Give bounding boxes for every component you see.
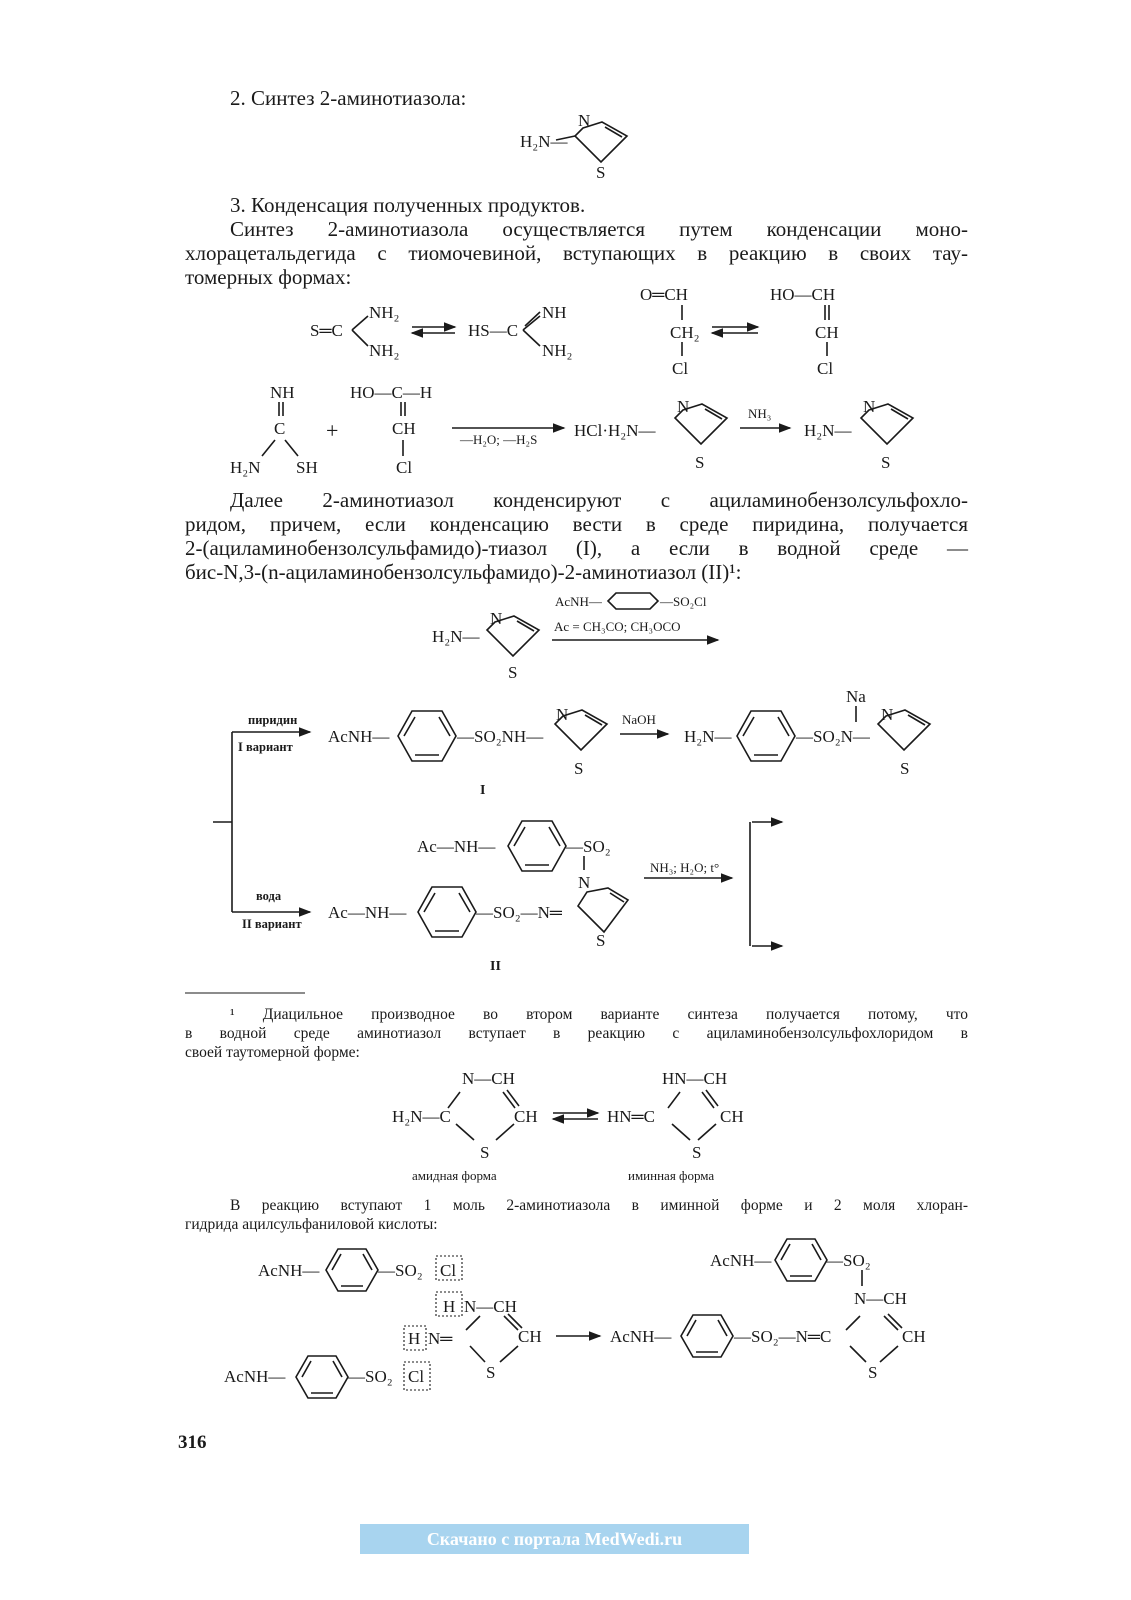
chem-label: C xyxy=(274,419,286,438)
chem-label: O═CH xyxy=(640,285,688,304)
benzene-ring-5 xyxy=(326,1249,378,1291)
chem-label: NH₂ xyxy=(542,341,573,360)
chem-label: S xyxy=(480,1143,490,1162)
chem-label: S═C xyxy=(310,321,343,340)
benzene-ring-8 xyxy=(775,1239,827,1281)
chem-label: Ac—NH— xyxy=(417,837,496,856)
chem-label: Cl xyxy=(408,1367,425,1386)
benzene-ring-6 xyxy=(296,1356,348,1398)
chem-label: HS—C xyxy=(468,321,519,340)
chem-label: AcNH— xyxy=(555,594,602,609)
chem-label: N—CH xyxy=(464,1297,517,1316)
footnote-line-3: своей таутомерной форме: xyxy=(185,1044,360,1061)
chem-label: H₂N— xyxy=(432,627,480,646)
download-banner[interactable]: Скачано с портала MedWedi.ru xyxy=(360,1524,749,1554)
label: H₂N— xyxy=(520,132,568,151)
chem-label: HO—CH xyxy=(770,285,836,304)
benzene-ring-3 xyxy=(508,821,566,871)
chem-label: амидная форма xyxy=(412,1168,497,1183)
chem-label: AcNH— xyxy=(258,1261,320,1280)
paragraph-1-line-2: хлорацетальдегида с тиомочевиной, вступающих в реакцию в своих тау- xyxy=(185,241,968,265)
chem-label: NH₃; H₂O; t° xyxy=(650,860,720,875)
chem-label: иминная форма xyxy=(628,1168,715,1183)
chem-label: —H₂O; —H₂S xyxy=(460,432,538,447)
chem-label: H xyxy=(408,1329,421,1348)
chem-label: NaOH xyxy=(622,712,656,727)
chem-label: Ac—NH— xyxy=(328,903,407,922)
chem-label: —SO₂—N═C xyxy=(734,1327,832,1346)
chem-label: SH xyxy=(296,458,318,477)
chem-label: CH xyxy=(720,1107,744,1126)
chem-label: CH xyxy=(815,323,839,342)
benzene-ring-reagent xyxy=(608,593,658,609)
chem-label: AcNH— xyxy=(224,1367,286,1386)
chem-label: H₂N— xyxy=(804,421,852,440)
chem-label: + xyxy=(326,418,339,443)
chem-label: HN—CH xyxy=(662,1069,728,1088)
chem-label: CH₂ xyxy=(670,323,700,342)
chem-label: N—CH xyxy=(462,1069,515,1088)
chem-label: CH xyxy=(518,1327,542,1346)
thiazoline-ring-product-2 xyxy=(578,888,628,932)
chem-label: II xyxy=(490,959,501,974)
chem-label: —SO₂—N═ xyxy=(476,903,562,922)
chem-label: S xyxy=(596,163,606,182)
bond xyxy=(352,316,368,330)
chem-label: NH xyxy=(542,303,567,322)
chem-label: H₂N xyxy=(230,458,261,477)
chem-label: вода xyxy=(256,889,282,903)
chem-label: пиридин xyxy=(248,713,298,727)
chem-label: I xyxy=(480,783,486,798)
paragraph-3-line-2: гидрида ацилсульфаниловой кислоты: xyxy=(185,1216,438,1233)
chem-label: CH xyxy=(902,1327,926,1346)
chem-label: II вариант xyxy=(242,917,302,931)
chem-label: HO—C—H xyxy=(350,383,433,402)
chem-label: N═ xyxy=(428,1329,453,1348)
chem-label: NH₂ xyxy=(369,303,400,322)
chem-label: N xyxy=(490,609,503,628)
chem-label: N xyxy=(677,397,690,416)
chem-label: AcNH— xyxy=(328,727,390,746)
section-heading-2: 2. Синтез 2-аминотиазола: xyxy=(230,86,467,110)
chem-label: N xyxy=(578,111,591,130)
paragraph-3-line-1: В реакцию вступают 1 моль 2-аминотиазола в иминной форме и 2 моля хлоран- xyxy=(230,1197,968,1214)
chem-label: AcNH— xyxy=(610,1327,672,1346)
chem-label: N xyxy=(556,705,569,724)
chem-label: NH xyxy=(270,383,295,402)
chem-label: S xyxy=(881,453,891,472)
chem-label: CH xyxy=(392,419,416,438)
chem-label: CH xyxy=(514,1107,538,1126)
chem-label: H xyxy=(443,1297,456,1316)
chem-label: N—CH xyxy=(854,1289,907,1308)
chem-label: S xyxy=(692,1143,702,1162)
chem-label: —SO₂ xyxy=(566,837,611,856)
chem-label: S xyxy=(486,1363,496,1382)
chem-label: —SO₂NH— xyxy=(457,727,544,746)
chem-label: S xyxy=(574,759,584,778)
chem-label: HCl·H₂N— xyxy=(574,421,656,440)
chem-label: AcNH— xyxy=(710,1251,772,1270)
chem-label: NH₃ xyxy=(748,406,772,421)
paragraph-1-line-3: томерных формах: xyxy=(185,265,352,289)
paragraph-1-line-1: Синтез 2-аминотиазола осуществляется путем конденсации моно- xyxy=(230,217,968,241)
paragraph-2-line-2: ридом, причем, если конденсацию вести в среде пиридина, получается xyxy=(185,512,968,536)
footnote-line-2: в водной среде аминотиазол вступает в реакцию с ациламинобензолсульфохлоридом в xyxy=(185,1025,968,1042)
chem-label: HN═C xyxy=(607,1107,655,1126)
paragraph-2-line-1: Далее 2-аминотиазол конденсируют с ациламинобензолсульфохло- xyxy=(230,488,968,512)
chem-label: S xyxy=(508,663,518,682)
chem-label: NH₂ xyxy=(369,341,400,360)
chem-label: Ac = CH₃CO; CH₃OCO xyxy=(554,619,681,634)
benzene-ring-1 xyxy=(398,711,456,761)
chem-label: N xyxy=(578,873,591,892)
chem-label: S xyxy=(900,759,910,778)
chem-label: S xyxy=(868,1363,878,1382)
page-number: 316 xyxy=(178,1432,207,1453)
chem-label: Cl xyxy=(672,359,689,378)
section-heading-3: 3. Конденсация полученных продуктов. xyxy=(230,193,586,217)
footnote-line-1: ¹ Диацильное производное во втором варианте синтеза получается потому, что xyxy=(230,1006,968,1023)
chem-label: Na xyxy=(846,687,866,706)
chem-label: —SO₂Cl xyxy=(660,594,707,609)
chem-label: S xyxy=(596,931,606,950)
chem-label: I вариант xyxy=(238,740,293,754)
chem-label: N xyxy=(881,705,894,724)
chem-label: Cl xyxy=(396,458,413,477)
chem-label: S xyxy=(695,453,705,472)
benzene-ring-7 xyxy=(681,1315,733,1357)
chem-label: Cl xyxy=(440,1261,457,1280)
chem-label: H₂N— xyxy=(684,727,732,746)
chem-label: N xyxy=(863,397,876,416)
chem-label: —SO₂N— xyxy=(796,727,870,746)
benzene-ring-2 xyxy=(737,711,795,761)
paragraph-2-line-3: 2-(ациламинобензолсульфамидо)-тиазол (I), а если в водной среде — xyxy=(185,536,968,560)
chem-label: —SO₂ xyxy=(348,1367,393,1386)
chem-label: H₂N—C xyxy=(392,1107,451,1126)
chem-label: Cl xyxy=(817,359,834,378)
chem-label: —SO₂ xyxy=(826,1251,871,1270)
benzene-ring-4 xyxy=(418,887,476,937)
paragraph-2-line-4: бис-N,3-(n-ациламинобензолсульфамидо)-2-аминотиазол (II)¹: xyxy=(185,560,742,584)
chem-label: —SO₂ xyxy=(378,1261,423,1280)
